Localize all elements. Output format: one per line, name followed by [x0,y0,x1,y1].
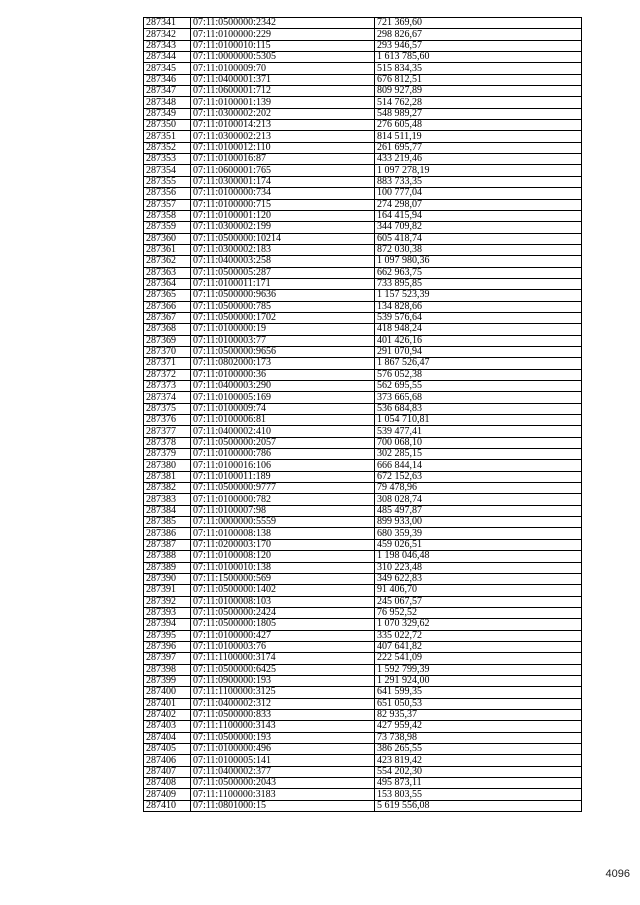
cadastral-number-cell: 07:11:0500000:9656 [191,346,375,357]
cadastral-value-cell: 91 406,70 [375,585,582,596]
cadastral-number-cell: 07:11:0100003:76 [191,641,375,652]
table-row [144,585,582,596]
cadastral-value-cell: 291 070,94 [375,346,582,357]
cadastral-value-cell: 335 022,72 [375,630,582,641]
table-row [144,562,582,573]
table-row [144,222,582,233]
cadastral-number-cell: 07:11:0100011:189 [191,471,375,482]
table-row [144,789,582,800]
table-row [144,63,582,74]
row-id-cell: 287379 [144,449,191,460]
row-id-cell: 287382 [144,483,191,494]
table-row [144,539,582,550]
table-row [144,630,582,641]
row-id-cell: 287383 [144,494,191,505]
table-row [144,460,582,471]
table-row [144,74,582,85]
row-id-cell: 287381 [144,471,191,482]
table-row [144,290,582,301]
row-id-cell: 287403 [144,721,191,732]
table-body [144,18,582,812]
row-id-cell: 287378 [144,437,191,448]
row-id-cell: 287374 [144,392,191,403]
cadastral-number-cell: 07:11:0500000:785 [191,301,375,312]
cadastral-value-cell: 164 415,94 [375,210,582,221]
table-row [144,709,582,720]
cadastral-value-cell: 459 026,51 [375,539,582,550]
row-id-cell: 287367 [144,312,191,323]
table-row [144,551,582,562]
row-id-cell: 287394 [144,619,191,630]
cadastral-number-cell: 07:11:0400003:290 [191,381,375,392]
cadastral-number-cell: 07:11:0500000:1702 [191,312,375,323]
cadastral-number-cell: 07:11:0100010:138 [191,562,375,573]
table-row [144,732,582,743]
cadastral-value-cell: 245 067,57 [375,596,582,607]
cadastral-value-cell: 276 605,48 [375,120,582,131]
table-row [144,301,582,312]
cadastral-number-cell: 07:11:0400002:410 [191,426,375,437]
row-id-cell: 287370 [144,346,191,357]
cadastral-value-cell: 344 709,82 [375,222,582,233]
row-id-cell: 287352 [144,142,191,153]
cadastral-number-cell: 07:11:0100012:110 [191,142,375,153]
cadastral-number-cell: 07:11:0000000:5305 [191,52,375,63]
table-row [144,675,582,686]
cadastral-value-cell: 872 030,38 [375,244,582,255]
cadastral-number-cell: 07:11:0500000:1402 [191,585,375,596]
row-id-cell: 287392 [144,596,191,607]
table-row [144,449,582,460]
table-row [144,86,582,97]
page-number: 4096 [605,868,630,880]
cadastral-value-cell: 721 369,60 [375,18,582,29]
table-row [144,392,582,403]
cadastral-number-cell: 07:11:0100000:427 [191,630,375,641]
table-row [144,18,582,29]
table-row [144,528,582,539]
row-id-cell: 287389 [144,562,191,573]
row-id-cell: 287350 [144,120,191,131]
cadastral-number-cell: 07:11:0100000:782 [191,494,375,505]
cadastral-number-cell: 07:11:0300002:202 [191,108,375,119]
cadastral-value-cell: 539 477,41 [375,426,582,437]
row-id-cell: 287373 [144,381,191,392]
table-row [144,52,582,63]
table-row [144,721,582,732]
cadastral-value-cell: 349 622,83 [375,573,582,584]
row-id-cell: 287390 [144,573,191,584]
cadastral-number-cell: 07:11:0100009:70 [191,63,375,74]
cadastral-value-cell: 1 070 329,62 [375,619,582,630]
cadastral-number-cell: 07:11:0100000:19 [191,324,375,335]
row-id-cell: 287396 [144,641,191,652]
table-row [144,256,582,267]
table-row [144,641,582,652]
cadastral-value-cell: 373 665,68 [375,392,582,403]
cadastral-value-cell: 1 867 526,47 [375,358,582,369]
cadastral-number-cell: 07:11:0600001:712 [191,86,375,97]
row-id-cell: 287344 [144,52,191,63]
cadastral-value-cell: 79 478,96 [375,483,582,494]
table-row [144,607,582,618]
row-id-cell: 287398 [144,664,191,675]
table-row [144,267,582,278]
cadastral-value-cell: 1 592 799,39 [375,664,582,675]
cadastral-value-cell: 134 828,66 [375,301,582,312]
row-id-cell: 287385 [144,517,191,528]
cadastral-number-cell: 07:11:0100005:169 [191,392,375,403]
cadastral-number-cell: 07:11:0400002:377 [191,766,375,777]
table-row [144,664,582,675]
cadastral-value-cell: 554 202,30 [375,766,582,777]
cadastral-number-cell: 07:11:0600001:765 [191,165,375,176]
cadastral-value-cell: 423 819,42 [375,755,582,766]
row-id-cell: 287356 [144,188,191,199]
cadastral-number-cell: 07:11:0100008:103 [191,596,375,607]
cadastral-value-cell: 1 097 278,19 [375,165,582,176]
row-id-cell: 287375 [144,403,191,414]
table-row [144,210,582,221]
table-row [144,596,582,607]
table-row [144,517,582,528]
row-id-cell: 287406 [144,755,191,766]
table-row [144,766,582,777]
cadastral-value-cell: 680 359,39 [375,528,582,539]
cadastral-value-cell: 222 541,09 [375,653,582,664]
row-id-cell: 287400 [144,687,191,698]
table-row [144,426,582,437]
cadastral-value-cell: 418 948,24 [375,324,582,335]
cadastral-number-cell: 07:11:0100008:138 [191,528,375,539]
cadastral-value-table [143,17,582,812]
table-row [144,324,582,335]
table-row [144,165,582,176]
cadastral-value-cell: 433 219,46 [375,154,582,165]
cadastral-value-cell: 605 418,74 [375,233,582,244]
row-id-cell: 287341 [144,18,191,29]
cadastral-number-cell: 07:11:1500000:569 [191,573,375,584]
row-id-cell: 287410 [144,800,191,811]
cadastral-value-cell: 73 738,98 [375,732,582,743]
table-row [144,97,582,108]
cadastral-value-cell: 1 613 785,60 [375,52,582,63]
cadastral-number-cell: 07:11:1100000:3183 [191,789,375,800]
row-id-cell: 287391 [144,585,191,596]
cadastral-number-cell: 07:11:0500000:9777 [191,483,375,494]
cadastral-number-cell: 07:11:0500000:833 [191,709,375,720]
cadastral-value-cell: 274 298,07 [375,199,582,210]
row-id-cell: 287348 [144,97,191,108]
table-row [144,335,582,346]
cadastral-number-cell: 07:11:0500000:10214 [191,233,375,244]
table-row [144,744,582,755]
cadastral-value-cell: 485 497,87 [375,505,582,516]
cadastral-value-cell: 641 599,35 [375,687,582,698]
table-row [144,687,582,698]
table-row [144,415,582,426]
cadastral-value-cell: 1 054 710,81 [375,415,582,426]
table-row [144,142,582,153]
row-id-cell: 287408 [144,778,191,789]
cadastral-number-cell: 07:11:1100000:3143 [191,721,375,732]
cadastral-number-cell: 07:11:0500000:6425 [191,664,375,675]
table-row [144,199,582,210]
cadastral-value-cell: 386 265,55 [375,744,582,755]
row-id-cell: 287395 [144,630,191,641]
cadastral-value-cell: 153 803,55 [375,789,582,800]
table-row [144,483,582,494]
cadastral-number-cell: 07:11:0100001:139 [191,97,375,108]
cadastral-number-cell: 07:11:0100000:36 [191,369,375,380]
cadastral-number-cell: 07:11:0100011:171 [191,278,375,289]
cadastral-value-cell: 298 826,67 [375,29,582,40]
cadastral-number-cell: 07:11:0100010:115 [191,40,375,51]
table-row [144,29,582,40]
cadastral-number-cell: 07:11:0100000:734 [191,188,375,199]
row-id-cell: 287345 [144,63,191,74]
table-row [144,505,582,516]
cadastral-value-cell: 82 935,37 [375,709,582,720]
cadastral-number-cell: 07:11:0100016:87 [191,154,375,165]
cadastral-number-cell: 07:11:0500000:9636 [191,290,375,301]
table-row [144,312,582,323]
cadastral-value-cell: 883 733,35 [375,176,582,187]
table-row [144,40,582,51]
cadastral-value-cell: 1 097 980,36 [375,256,582,267]
cadastral-value-cell: 676 812,51 [375,74,582,85]
cadastral-value-cell: 651 050,53 [375,698,582,709]
table-row [144,120,582,131]
cadastral-value-cell: 548 989,27 [375,108,582,119]
cadastral-value-cell: 302 285,15 [375,449,582,460]
table-row [144,800,582,811]
row-id-cell: 287364 [144,278,191,289]
table-row [144,778,582,789]
row-id-cell: 287368 [144,324,191,335]
cadastral-number-cell: 07:11:0100006:81 [191,415,375,426]
cadastral-number-cell: 07:11:0300002:213 [191,131,375,142]
cadastral-number-cell: 07:11:0100009:74 [191,403,375,414]
cadastral-value-cell: 539 576,64 [375,312,582,323]
cadastral-value-cell: 515 834,35 [375,63,582,74]
row-id-cell: 287365 [144,290,191,301]
cadastral-number-cell: 07:11:0100007:98 [191,505,375,516]
row-id-cell: 287409 [144,789,191,800]
row-id-cell: 287407 [144,766,191,777]
cadastral-number-cell: 07:11:0100016:106 [191,460,375,471]
cadastral-number-cell: 07:11:0300002:199 [191,222,375,233]
row-id-cell: 287353 [144,154,191,165]
cadastral-value-cell: 814 511,19 [375,131,582,142]
cadastral-number-cell: 07:11:1100000:3125 [191,687,375,698]
cadastral-number-cell: 07:11:0500000:193 [191,732,375,743]
row-id-cell: 287380 [144,460,191,471]
row-id-cell: 287376 [144,415,191,426]
table-row [144,154,582,165]
row-id-cell: 287355 [144,176,191,187]
row-id-cell: 287354 [144,165,191,176]
cadastral-value-cell: 76 952,52 [375,607,582,618]
cadastral-number-cell: 07:11:0802000:173 [191,358,375,369]
row-id-cell: 287404 [144,732,191,743]
cadastral-number-cell: 07:11:0100000:715 [191,199,375,210]
cadastral-number-cell: 07:11:0500000:2043 [191,778,375,789]
row-id-cell: 287377 [144,426,191,437]
table-row [144,755,582,766]
row-id-cell: 287397 [144,653,191,664]
row-id-cell: 287386 [144,528,191,539]
row-id-cell: 287399 [144,675,191,686]
cadastral-number-cell: 07:11:0500000:2424 [191,607,375,618]
cadastral-value-cell: 733 895,85 [375,278,582,289]
cadastral-number-cell: 07:11:0100000:229 [191,29,375,40]
table-row [144,233,582,244]
cadastral-value-cell: 1 157 523,39 [375,290,582,301]
row-id-cell: 287360 [144,233,191,244]
row-id-cell: 287402 [144,709,191,720]
row-id-cell: 287347 [144,86,191,97]
cadastral-number-cell: 07:11:0300002:183 [191,244,375,255]
cadastral-value-cell: 662 963,75 [375,267,582,278]
table-row [144,346,582,357]
row-id-cell: 287361 [144,244,191,255]
table-row [144,471,582,482]
cadastral-number-cell: 07:11:0200003:170 [191,539,375,550]
row-id-cell: 287384 [144,505,191,516]
cadastral-number-cell: 07:11:0100003:77 [191,335,375,346]
cadastral-number-cell: 07:11:0500000:1805 [191,619,375,630]
table-row [144,176,582,187]
table-row [144,278,582,289]
row-id-cell: 287372 [144,369,191,380]
table-row [144,369,582,380]
table-row [144,381,582,392]
cadastral-value-cell: 562 695,55 [375,381,582,392]
row-id-cell: 287363 [144,267,191,278]
row-id-cell: 287371 [144,358,191,369]
cadastral-number-cell: 07:11:0100014:213 [191,120,375,131]
cadastral-value-cell: 1 198 046,48 [375,551,582,562]
row-id-cell: 287342 [144,29,191,40]
cadastral-value-cell: 293 946,57 [375,40,582,51]
row-id-cell: 287401 [144,698,191,709]
row-id-cell: 287343 [144,40,191,51]
row-id-cell: 287349 [144,108,191,119]
row-id-cell: 287369 [144,335,191,346]
row-id-cell: 287388 [144,551,191,562]
cadastral-value-cell: 495 873,11 [375,778,582,789]
cadastral-value-cell: 401 426,16 [375,335,582,346]
cadastral-value-cell: 407 641,82 [375,641,582,652]
cadastral-value-cell: 310 223,48 [375,562,582,573]
table-row [144,619,582,630]
cadastral-value-cell: 536 684,83 [375,403,582,414]
table-row [144,653,582,664]
cadastral-number-cell: 07:11:0100000:496 [191,744,375,755]
cadastral-number-cell: 07:11:0100005:141 [191,755,375,766]
row-id-cell: 287362 [144,256,191,267]
row-id-cell: 287357 [144,199,191,210]
cadastral-value-cell: 809 927,89 [375,86,582,97]
table-row [144,494,582,505]
cadastral-value-cell: 576 052,38 [375,369,582,380]
cadastral-number-cell: 07:11:0500005:287 [191,267,375,278]
table-row [144,188,582,199]
cadastral-value-cell: 672 152,63 [375,471,582,482]
cadastral-number-cell: 07:11:1100000:3174 [191,653,375,664]
table-row [144,437,582,448]
table-row [144,108,582,119]
cadastral-value-cell: 308 028,74 [375,494,582,505]
cadastral-value-cell: 514 762,28 [375,97,582,108]
row-id-cell: 287346 [144,74,191,85]
cadastral-value-cell: 427 959,42 [375,721,582,732]
cadastral-number-cell: 07:11:0400001:371 [191,74,375,85]
cadastral-number-cell: 07:11:0500000:2057 [191,437,375,448]
table-row [144,244,582,255]
row-id-cell: 287359 [144,222,191,233]
cadastral-value-cell: 666 844,14 [375,460,582,471]
cadastral-number-cell: 07:11:0100001:120 [191,210,375,221]
cadastral-number-cell: 07:11:0400003:258 [191,256,375,267]
row-id-cell: 287366 [144,301,191,312]
cadastral-number-cell: 07:11:0100008:120 [191,551,375,562]
row-id-cell: 287393 [144,607,191,618]
cadastral-number-cell: 07:11:0300001:174 [191,176,375,187]
table-row [144,131,582,142]
cadastral-value-cell: 261 695,77 [375,142,582,153]
cadastral-number-cell: 07:11:0900000:193 [191,675,375,686]
row-id-cell: 287351 [144,131,191,142]
table-row [144,403,582,414]
table-row [144,698,582,709]
cadastral-number-cell: 07:11:0801000:15 [191,800,375,811]
cadastral-number-cell: 07:11:0500000:2342 [191,18,375,29]
table-row [144,573,582,584]
cadastral-value-cell: 899 933,00 [375,517,582,528]
row-id-cell: 287405 [144,744,191,755]
cadastral-value-cell: 700 068,10 [375,437,582,448]
table-row [144,358,582,369]
cadastral-value-cell: 1 291 924,00 [375,675,582,686]
row-id-cell: 287358 [144,210,191,221]
cadastral-number-cell: 07:11:0000000:5559 [191,517,375,528]
cadastral-number-cell: 07:11:0400002:312 [191,698,375,709]
row-id-cell: 287387 [144,539,191,550]
cadastral-value-cell: 100 777,04 [375,188,582,199]
cadastral-value-cell: 5 619 556,08 [375,800,582,811]
cadastral-number-cell: 07:11:0100000:786 [191,449,375,460]
